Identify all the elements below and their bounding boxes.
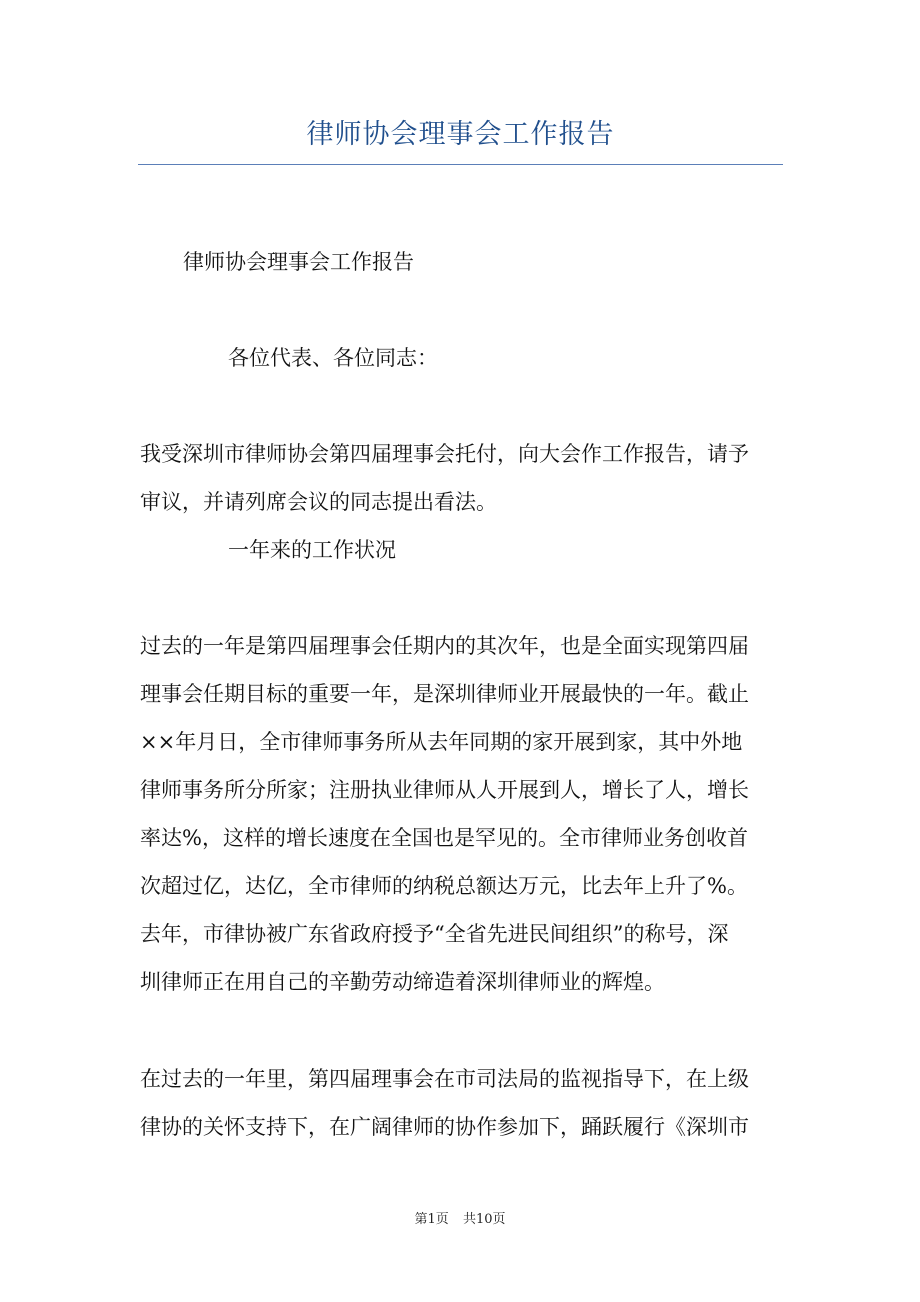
document-subtitle: 律师协会理事会工作报告 xyxy=(183,250,414,274)
paragraph-line: 圳律师正在用自己的辛勤劳动缔造着深圳律师业的辉煌。 xyxy=(140,970,665,994)
title-divider xyxy=(138,164,783,165)
paragraph-line: 率达%，这样的增长速度在全国也是罕见的。全市律师业务创收首 xyxy=(140,826,748,850)
paragraph-line: 在过去的一年里，第四届理事会在市司法局的监视指导下，在上级 xyxy=(140,1067,749,1091)
page-number-total: 共10页 xyxy=(462,1212,506,1227)
intro-line: 审议，并请列席会议的同志提出看法。 xyxy=(140,490,497,514)
page-number-current: 第1页 xyxy=(414,1212,449,1227)
body-paragraph-2 xyxy=(140,1055,780,1151)
paragraph-line: 律协的关怀支持下，在广阔律师的协作参加下，踊跃履行《深圳市 xyxy=(140,1115,749,1139)
document-title: 律师协会理事会工作报告 xyxy=(306,119,615,150)
paragraph-line: 次超过亿，达亿，全市律师的纳税总额达万元，比去年上升了%。 xyxy=(140,874,748,898)
paragraph-line: ××年月日，全市律师事务所从去年同期的家开展到家，其中外地 xyxy=(140,730,743,754)
paragraph-line: 去年，市律协被广东省政府授予“全省先进民间组织”的称号，深 xyxy=(140,922,729,946)
paragraph-line: 律师事务所分所家；注册执业律师从人开展到人，增长了人，增长 xyxy=(140,778,749,802)
intro-paragraph xyxy=(140,430,780,526)
body-paragraph-1 xyxy=(140,622,780,1006)
intro-line: 我受深圳市律师协会第四届理事会托付，向大会作工作报告，请予 xyxy=(140,442,749,466)
paragraph-line: 过去的一年是第四届理事会任期内的其次年，也是全面实现第四届 xyxy=(140,634,749,658)
paragraph-line: 理事会任期目标的重要一年，是深圳律师业开展最快的一年。截止 xyxy=(140,682,749,706)
page-footer xyxy=(0,1208,920,1227)
section-heading: 一年来的工作状况 xyxy=(228,538,396,562)
salutation: 各位代表、各位同志： xyxy=(228,346,438,370)
